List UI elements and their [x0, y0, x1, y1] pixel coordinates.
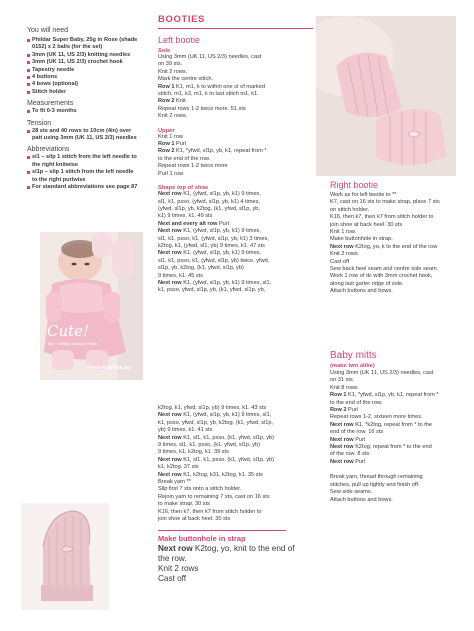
row-text: sl1p, yb, k2tog, (k1, yfwd, sl1p, yb) [158, 265, 244, 272]
row-text: Work as for left bootie to ** [330, 192, 397, 198]
measurements-item: To fit 0-3 months [27, 108, 149, 115]
row-label: Next row [158, 228, 184, 235]
row-text: yb) 9 times, k1. 41 sts [158, 427, 213, 434]
row-text: K1, (yfwd, sl1p, yb, k1) 9 times, sl1, [183, 412, 272, 419]
row-text: K2tog, yo, k to the end of the row [355, 243, 438, 250]
instruction-line [158, 509, 323, 516]
material-item [27, 89, 149, 96]
instruction-line [158, 156, 318, 163]
instruction-line [330, 266, 470, 273]
instruction-line [158, 494, 323, 501]
row-label: Row 1 [330, 392, 349, 399]
baby-mitts-heading: Baby mitts [330, 350, 377, 361]
row-text: to make strap, 30 sts [158, 501, 210, 508]
instruction-line [158, 449, 323, 456]
instruction-line [158, 479, 323, 486]
bullet-icon [27, 61, 30, 64]
row-text: k1, psso, yfwd, sl1p, yb, k2tog, (k1, yfwd, sl1p, [158, 419, 274, 426]
you-will-need-heading: You will need [27, 27, 68, 34]
material-item [27, 37, 149, 44]
row-text: Using 3mm (UK 11, US 2/3) needles, cast [330, 370, 434, 376]
instruction-line [158, 243, 318, 250]
row-label: Next row [158, 412, 184, 419]
instruction-line [330, 281, 470, 288]
abbreviations-heading: Abbreviations [27, 146, 70, 154]
row-text: Work 1 row of dc with 3mm crochet hook, [330, 273, 433, 280]
material-text: 0152) x 2 balls (for the set) [32, 44, 103, 51]
material-item [27, 67, 149, 74]
row-text: K1, (yfwd, sl1p, yb, k1) 9 times, sl1, [183, 279, 272, 286]
instruction-line [158, 405, 323, 412]
instruction-line [158, 420, 323, 427]
sole-instructions [158, 54, 318, 121]
row-text: K1, m1, k to within one st of marked [176, 83, 265, 90]
row-text: Break yarn ** [158, 479, 191, 486]
row-text: Purl 1 row [158, 170, 184, 177]
row-text: k2tog, k1, yfwd, sl1p, yb) 9 times, k1. 43 sts [158, 405, 267, 411]
bullet-icon [27, 156, 30, 159]
row-text: k2tog, k1, (yfwd, sl1, yb) 9 times, k1. 47 sts [158, 242, 265, 249]
row-text: end of the row. 16 sts [330, 429, 384, 436]
row-text: K1, sl1, k1, psso, (k1, yfwd, sl1p, yb) [183, 456, 274, 463]
sole-heading: Sole [158, 48, 171, 54]
row-text: Cast off [330, 258, 350, 265]
instruction-line [158, 435, 323, 442]
row-text: K2tog, yo, knit to the end of [194, 543, 295, 553]
row-label: Next row [330, 458, 356, 465]
instruction-line [158, 412, 323, 419]
tension-heading: Tension [27, 119, 52, 127]
row-text: Knit 2 rows. [158, 68, 188, 75]
material-item [27, 44, 149, 51]
instruction-line [158, 106, 318, 113]
right-bootie-heading: Right bootie [330, 180, 379, 190]
baby-photo [40, 232, 143, 380]
bullet-icon [27, 39, 30, 42]
row-text: Using 3mm (UK 11, US 2/3) needles, cast [158, 54, 262, 60]
booties-illustration [316, 16, 456, 176]
row-text: Purl [355, 436, 366, 443]
instruction-line [330, 429, 470, 436]
finishing-line: Sew side seams. [330, 489, 373, 496]
continued-instructions [158, 405, 323, 524]
instruction-line [158, 287, 318, 294]
row-text: Repeat rows 1-2, sixteen more times. [330, 414, 423, 421]
row-text: K1, sl1, k1, psso, (k1, yfwd, sl1p, yb) [183, 434, 274, 441]
row-text: Purl [176, 141, 186, 148]
row-label: Next row [158, 456, 184, 463]
finishing-instructions [330, 474, 470, 504]
measurements-heading: Measurements [27, 100, 74, 108]
buttonhole-rule [158, 530, 286, 531]
left-sidebar [27, 27, 149, 192]
row-text: the row. [158, 553, 187, 563]
instruction-line [158, 486, 323, 493]
row-label: Row 1 [158, 83, 177, 90]
left-bootie-heading: Left bootie [158, 35, 201, 45]
row-text: on 39 sts. [158, 61, 183, 68]
shape-instructions [158, 191, 318, 295]
shape-top-heading: Shape top of shoe [158, 185, 209, 192]
instruction-line [330, 273, 470, 280]
row-label: Next row [330, 444, 356, 451]
instruction-line [330, 192, 470, 199]
buttonhole-line [158, 564, 323, 574]
instruction-line [158, 228, 318, 235]
mitt-illustration [21, 503, 109, 610]
buttonhole-line [158, 554, 323, 564]
instruction-line [330, 214, 470, 221]
mitt-photo [21, 503, 109, 610]
material-text: 4 bows (optional) [32, 81, 78, 88]
row-text: to the end of the row. [330, 399, 383, 406]
middle-column [158, 14, 318, 295]
mitts-section [330, 350, 470, 504]
instruction-line [158, 464, 323, 471]
row-text: 9 times, sl1, k1, psso, (k1, yfwd, sl1p, yb) [158, 442, 260, 449]
row-text: Knit 2 rows. [330, 251, 360, 258]
abbreviation-text: sl1p – slip 1 stitch from the left needle to the right purlwise [32, 169, 134, 183]
instruction-line [158, 206, 318, 213]
row-text: (yfwd, sl1p, yb, k2tog, (k1, yfwd, sl1p, yb, [158, 205, 260, 212]
instruction-line [158, 141, 318, 148]
row-text: Knit [176, 98, 186, 105]
material-item [27, 81, 149, 88]
row-label: Next row [158, 543, 195, 553]
instruction-line [330, 244, 470, 251]
right-column [330, 180, 470, 296]
upper-heading: Upper [158, 127, 175, 134]
instruction-line [158, 221, 318, 228]
material-text: Tapestry needle [32, 66, 75, 73]
upper-instructions [158, 134, 318, 178]
bullet-icon [27, 186, 30, 189]
finishing-line: stitches, pull up tightly and finish off. [330, 481, 420, 488]
instruction-line [158, 54, 318, 61]
instruction-line [158, 76, 318, 83]
row-text: to the end of the row. [158, 155, 211, 162]
row-text: K16, then k7, then k7 from stitch holder to [158, 508, 262, 515]
instruction-line [330, 437, 470, 444]
instruction-line [330, 377, 470, 384]
row-text: 9 times, k1. 45 sts [158, 272, 204, 279]
abbreviation-item [27, 154, 149, 169]
instruction-line [330, 370, 470, 377]
instruction-line [158, 134, 318, 141]
instruction-line [158, 427, 323, 434]
middle-continued [158, 405, 323, 584]
instruction-line [330, 385, 470, 392]
row-label: Next row [158, 471, 184, 478]
row-label: Next row [158, 191, 184, 198]
instruction-line [330, 229, 470, 236]
row-text: Repeat rows 1-2 twice more [158, 163, 228, 170]
abbreviation-text: sl1 – slip 1 stitch from the left needle to the right knitwise [32, 154, 137, 168]
row-label: Next row [158, 279, 184, 286]
row-text: K1, *yfwd, sl1p, yb, k1, repeat from * [348, 392, 439, 399]
instruction-line [158, 236, 318, 243]
instruction-line [330, 414, 470, 421]
instruction-line [158, 61, 318, 68]
row-label: Next row [158, 434, 184, 441]
instruction-line [330, 199, 470, 206]
tension-item: 28 sts and 40 rows to 10cm (4in) over patt using 3mm (UK 11, US 2/3) needles [27, 128, 149, 143]
material-item [27, 59, 149, 66]
row-label: Next row [330, 421, 356, 428]
bullet-icon [27, 76, 30, 79]
row-text: of the row. 8 sts [330, 451, 370, 458]
abbreviation-item [27, 184, 149, 191]
row-label: Next row [330, 243, 356, 250]
abbreviations-list [27, 154, 149, 191]
row-label: Row 2 [158, 148, 177, 155]
watermark: Чудо-Клубок.ру [86, 365, 131, 371]
finishing-line: Attach buttons and bows. [330, 496, 393, 503]
photo-credit: Bab... Knitting Collection, Phildar [48, 342, 98, 346]
row-text: Cast off [158, 574, 187, 584]
abbreviation-text: For standard abbreviations see page 87 [32, 184, 138, 191]
material-text: Stitch holder [32, 88, 67, 95]
buttonhole-line [158, 544, 323, 554]
instruction-line [158, 273, 318, 280]
cute-caption: Cute! [47, 322, 90, 340]
row-text: Knit 2 rows. [158, 113, 188, 120]
instruction-line [330, 251, 470, 258]
row-text: Knit 2 rows [158, 563, 199, 573]
heading-rule [158, 28, 313, 29]
row-text: on 31 sts. [330, 377, 355, 384]
instruction-line [330, 444, 470, 451]
row-text: Knit 1 row. [330, 229, 357, 236]
material-text: 3mm (UK 11, US 2/3) knitting needles [32, 51, 131, 58]
booties-photo [316, 16, 456, 176]
instruction-line [158, 516, 323, 523]
instruction-line [158, 501, 323, 508]
bullet-icon [27, 54, 30, 57]
bullet-icon [27, 91, 30, 94]
row-text: Rejoin yarn to remaining 7 sts, cast on 16 sts [158, 493, 270, 500]
instruction-line [330, 422, 470, 429]
row-text: K16, then k7, then k7 from stitch holder to [330, 214, 434, 221]
instruction-line [158, 69, 318, 76]
row-text: K1, (yfwd, sl1p, yb, k1) 9 times, [183, 250, 261, 257]
right-bootie-instructions [330, 192, 470, 296]
instruction-line [330, 222, 470, 229]
bullet-icon [27, 83, 30, 86]
row-text: on stitch holder. [330, 206, 370, 213]
row-label: Next and every alt row [158, 220, 219, 227]
abbreviation-item [27, 169, 149, 184]
instruction-line [158, 91, 318, 98]
row-text: K2tog, repeat from * to the end [355, 444, 432, 451]
row-text: sl1, k1, psso, (yfwd, sl1p, yb, k1) 4 times, [158, 198, 260, 205]
row-text: join shoe at back heel. 30 sts [330, 221, 403, 228]
row-text: K1, *yfwd, sl1p, yb, k1, repeat from * [176, 148, 267, 155]
row-text: Knit 8 rows [330, 384, 358, 391]
material-text: Phildar Super Baby, 25g in Rose (shade [32, 37, 138, 43]
row-text: sl1, k1, psso, k1, (yfwd, sl1p, yb) twice, yfwd, [158, 257, 270, 264]
row-label: Row 1 [158, 141, 177, 148]
row-text: k1) 9 times, k1. 49 sts [158, 213, 213, 220]
row-text: Purl [355, 458, 366, 465]
row-text: Sew back heel seam and centre sole seam. [330, 266, 439, 273]
row-text: k1, k2tog. 37 sts [158, 464, 199, 471]
instruction-line [330, 392, 470, 399]
row-text: Make buttonhole in strap. [330, 236, 393, 243]
row-text: Purl [348, 407, 358, 414]
instruction-line [158, 258, 318, 265]
instruction-line [158, 113, 318, 120]
finishing-line: Break yarn, thread through remaining [330, 474, 423, 481]
row-text: Attach buttons and bows. [330, 288, 393, 295]
row-text: stitch, m1, k3, m1, k to last stitch m1, k1. [158, 91, 259, 98]
instruction-line [330, 459, 470, 466]
row-label: Row 2 [158, 98, 177, 105]
row-text: Purl [218, 220, 229, 227]
instruction-line [158, 213, 318, 220]
row-text: K1, *k2tog, repeat from * to the [355, 421, 432, 428]
row-label: Next row [158, 250, 184, 257]
instruction-line [158, 199, 318, 206]
instruction-line [158, 163, 318, 170]
instruction-line [330, 451, 470, 458]
row-label: Next row [330, 436, 356, 443]
buttonhole-line [158, 574, 323, 584]
instruction-line [158, 457, 323, 464]
instruction-line [330, 400, 470, 407]
row-text: along last garter ridge of sole. [330, 280, 404, 287]
bullet-icon [27, 69, 30, 72]
instruction-line [158, 280, 318, 287]
instruction-line [330, 407, 470, 414]
instruction-line [158, 148, 318, 155]
instruction-line [330, 288, 470, 295]
material-text: 3mm (UK 11, US 2/3) crochet hook [32, 59, 123, 66]
booties-heading: BOOTIES [158, 14, 205, 25]
instruction-line [158, 171, 318, 178]
row-text: join shoe at back heel. 30 sts [158, 516, 231, 523]
instruction-line [330, 259, 470, 266]
row-text: K1, k2tog, k31, k2tog, k1. 35 sts [183, 471, 263, 478]
material-text: 4 buttons [32, 74, 58, 81]
instruction-line [158, 84, 318, 91]
row-text: K1, (yfwd, sl1p, yb, k1) 9 times, [183, 228, 261, 235]
instruction-line [158, 472, 323, 479]
row-text: Mark the centre stitch. [158, 76, 214, 83]
row-text: 9 times, k1, k2tog, k1. 39 sts [158, 449, 229, 456]
instruction-line [158, 250, 318, 257]
row-text: K1, (yfwd, sl1p, yb, k1) 9 times, [183, 191, 261, 198]
row-text: K7, cast on 16 sts to make strap, place 7 sts [330, 199, 440, 206]
buttonhole-instructions [158, 544, 323, 585]
materials-list [27, 37, 149, 96]
row-text: Slip first 7 sts onto a stitch holder. [158, 486, 242, 493]
instruction-line [158, 191, 318, 198]
row-text: Knit 1 row [158, 133, 183, 140]
row-label: Row 2 [330, 407, 349, 414]
instruction-line [330, 207, 470, 214]
baby-illustration [40, 232, 143, 380]
instruction-line [158, 442, 323, 449]
mitts-subheading: (make two alike) [330, 363, 375, 369]
material-item [27, 52, 149, 59]
instruction-line [158, 265, 318, 272]
instruction-line [158, 98, 318, 105]
bullet-icon [27, 171, 30, 174]
row-text: sl1, k1, psso, k1, (yfwd, sl1p, yb, k1) 3 times, [158, 235, 269, 242]
row-text: k1, psso, yfwd, sl1p, yb, (k1, yfwd, sl1p, yb, [158, 287, 266, 294]
mitts-instructions [330, 370, 470, 466]
row-text: Repeat rows 1-2 twice more. 51 sts [158, 105, 246, 112]
buttonhole-heading: Make buttonhole in strap [158, 533, 246, 543]
material-item [27, 74, 149, 81]
instruction-line [330, 236, 470, 243]
